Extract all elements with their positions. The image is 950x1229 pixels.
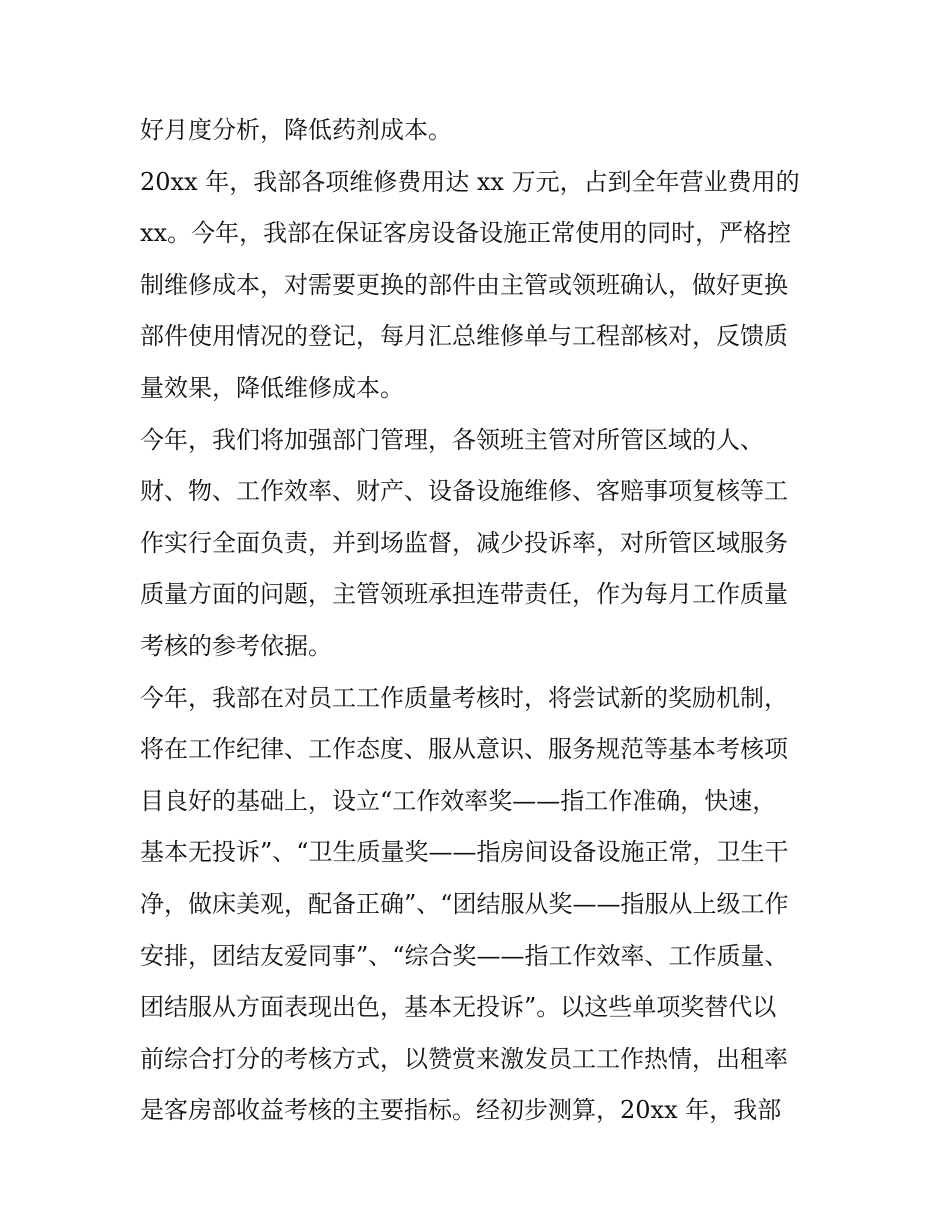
body-text bbox=[140, 105, 820, 1137]
text-line: 是客房部收益考核的主要指标。经初步测算，20xx 年，我部 bbox=[140, 1096, 782, 1125]
text-line: 好月度分析，降低药剂成本。 bbox=[140, 116, 452, 144]
text-line: 部件使用情况的登记，每月汇总维修单与工程部核对，反馈质 bbox=[140, 322, 788, 351]
text-line: 基本无投诉”、“卫生质量奖——指房间设备设施正常，卫生干 bbox=[140, 838, 789, 867]
text-line: 今年，我部在对员工工作质量考核时，将尝试新的奖励机制， bbox=[140, 683, 788, 712]
text-line: 净，做床美观，配备正确”、“团结服从奖——指服从上级工作 bbox=[140, 889, 789, 918]
text-line: 考核的参考依据。 bbox=[140, 631, 332, 660]
text-line: 前综合打分的考核方式，以赞赏来激发员工工作热情，出租率 bbox=[140, 1044, 788, 1073]
text-line: 制维修成本，对需要更换的部件由主管或领班确认，做好更换 bbox=[140, 270, 788, 299]
text-line: 安排，团结友爱同事”、“综合奖——指工作效率、工作质量、 bbox=[140, 941, 789, 970]
text-line: xx。今年，我部在保证客房设备设施正常使用的同时，严格控 bbox=[140, 219, 792, 248]
text-line: 团结服从方面表现出色，基本无投诉”。以这些单项奖替代以 bbox=[140, 993, 777, 1022]
text-line: 将在工作纪律、工作态度、服从意识、服务规范等基本考核项 bbox=[140, 735, 788, 764]
text-line: 今年，我们将加强部门管理，各领班主管对所管区域的人、 bbox=[140, 425, 764, 454]
text-line: 20xx 年，我部各项维修费用达 xx 万元，占到全年营业费用的 bbox=[140, 167, 800, 196]
text-line: 量效果，降低维修成本。 bbox=[140, 373, 404, 402]
text-line: 目良好的基础上，设立“工作效率奖——指工作准确，快速， bbox=[140, 786, 777, 815]
text-line: 质量方面的问题，主管领班承担连带责任，作为每月工作质量 bbox=[140, 580, 788, 609]
text-line: 财、物、工作效率、财产、设备设施维修、客赔事项复核等工 bbox=[140, 477, 788, 506]
text-line: 作实行全面负责，并到场监督，减少投诉率，对所管区域服务 bbox=[140, 528, 788, 557]
